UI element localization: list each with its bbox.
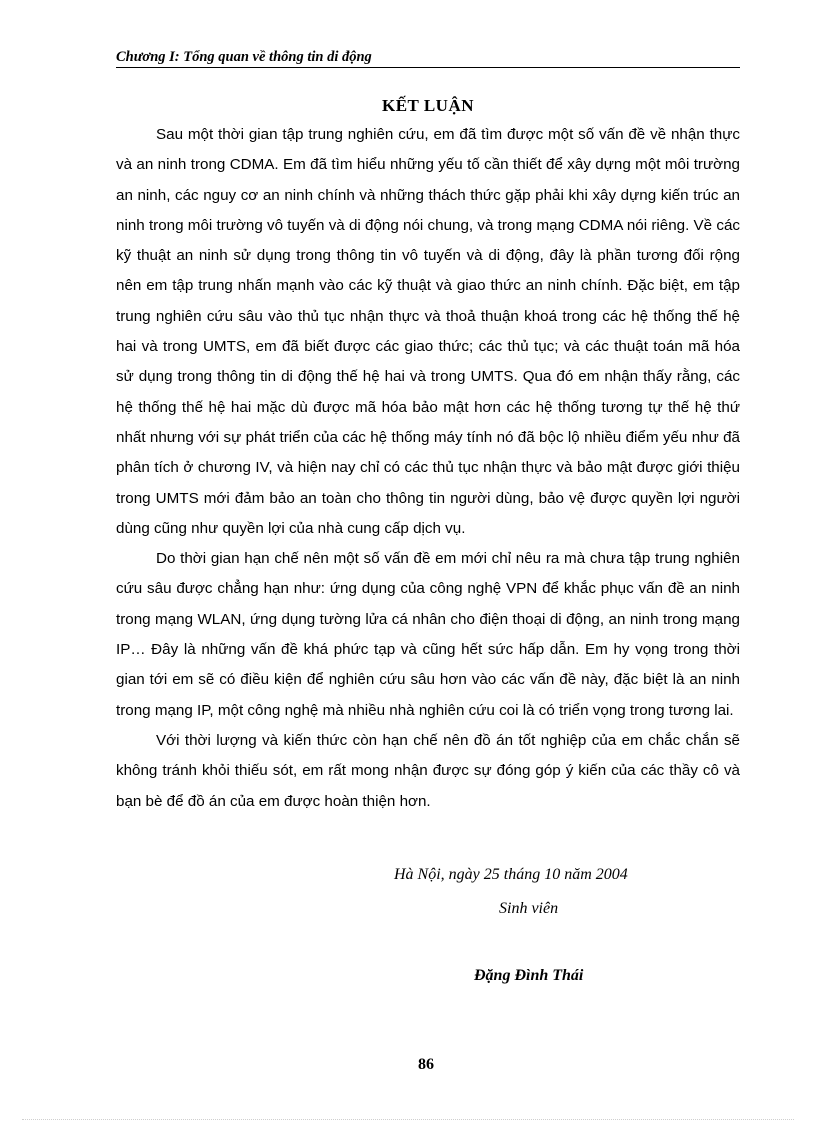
paragraph-2: Do thời gian hạn chế nên một số vấn đề em mới chỉ nêu ra mà chưa tập trung nghiên cứu sâu được chẳng hạn như: ứng dụng của công nghệ VPN để khắc phục vấn đề an ninh trong mạng WLAN, ứng dụng tường lửa cá nhân cho điện thoại di động, an ninh trong mạng IP… Đây là những vấn đề khá phức tạp và cũng hết sức hấp dẫn. Em hy vọng trong thời gian tới em sẽ có điều kiện để nghiên cứu sâu hơn vào các vấn đề này, đặc biệt là an ninh trong mạng IP, một công nghệ mà nhiều nhà nghiên cứu coi là có triển vọng trong tương lai.: [116, 550, 740, 719]
page-number: 86: [418, 1056, 434, 1073]
page-bottom-divider: [22, 1119, 794, 1120]
paragraph-3: Với thời lượng và kiến thức còn hạn chế nên đồ án tốt nghiệp của em chắc chắn sẽ không tránh khỏi thiếu sót, em rất mong nhận được sự đóng góp ý kiến của các thầy cô và bạn bè để đồ án của em được hoàn thiện hơn.: [116, 731, 740, 810]
chapter-header: Chương I: Tổng quan về thông tin di động: [116, 48, 740, 68]
paragraph-1: Sau một thời gian tập trung nghiên cứu, em đã tìm được một số vấn đề về nhận thực và an ninh trong CDMA. Em đã tìm hiểu những yếu tố cần thiết để xây dựng một môi trường an ninh, các nguy cơ an ninh chính và những thách thức gặp phải khi xây dựng kiến trúc an ninh trong môi trường vô tuyến và di động nói chung, và trong mạng CDMA nói riêng. Về các kỹ thuật an ninh sử dụng trong thông tin vô tuyến và di động, đây là phần tương đối rộng nên em tập trung nhấn mạnh vào các kỹ thuật và giao thức an ninh chính. Đặc biệt, em tập trung nghiên cứu sâu vào thủ tục nhận thực và thoả thuận khoá trong các hệ thống thế hệ hai và trong UMTS, em đã biết được các giao thức; các thủ tục; và các thuật toán mã hóa sử dụng trong thông tin di động thế hệ hai và trong UMTS. Qua đó em nhận thấy rằng, các hệ thống thế hệ hai mặc dù được mã hóa bảo mật hơn các hệ thống tương tự thế hệ thứ nhất nhưng với sự phát triển của các hệ thống máy tính nó đã bộc lộ nhiều điểm yếu như đã phân tích ở chương IV, và hiện nay chỉ có các thủ tục nhận thực và bảo mật được giới thiệu trong UMTS mới đảm bảo an toàn cho thông tin người dùng, bảo vệ được quyền lợi người dùng cũng như quyền lợi của nhà cung cấp dịch vụ.: [116, 126, 740, 537]
conclusion-heading: KẾT LUẬN: [381, 96, 474, 115]
conclusion-body: [116, 120, 740, 817]
signer-name: Đặng Đình Thái: [474, 967, 584, 984]
signer-role: Sinh viên: [499, 900, 559, 917]
place-date: Hà Nội, ngày 25 tháng 10 năm 2004: [394, 866, 628, 883]
